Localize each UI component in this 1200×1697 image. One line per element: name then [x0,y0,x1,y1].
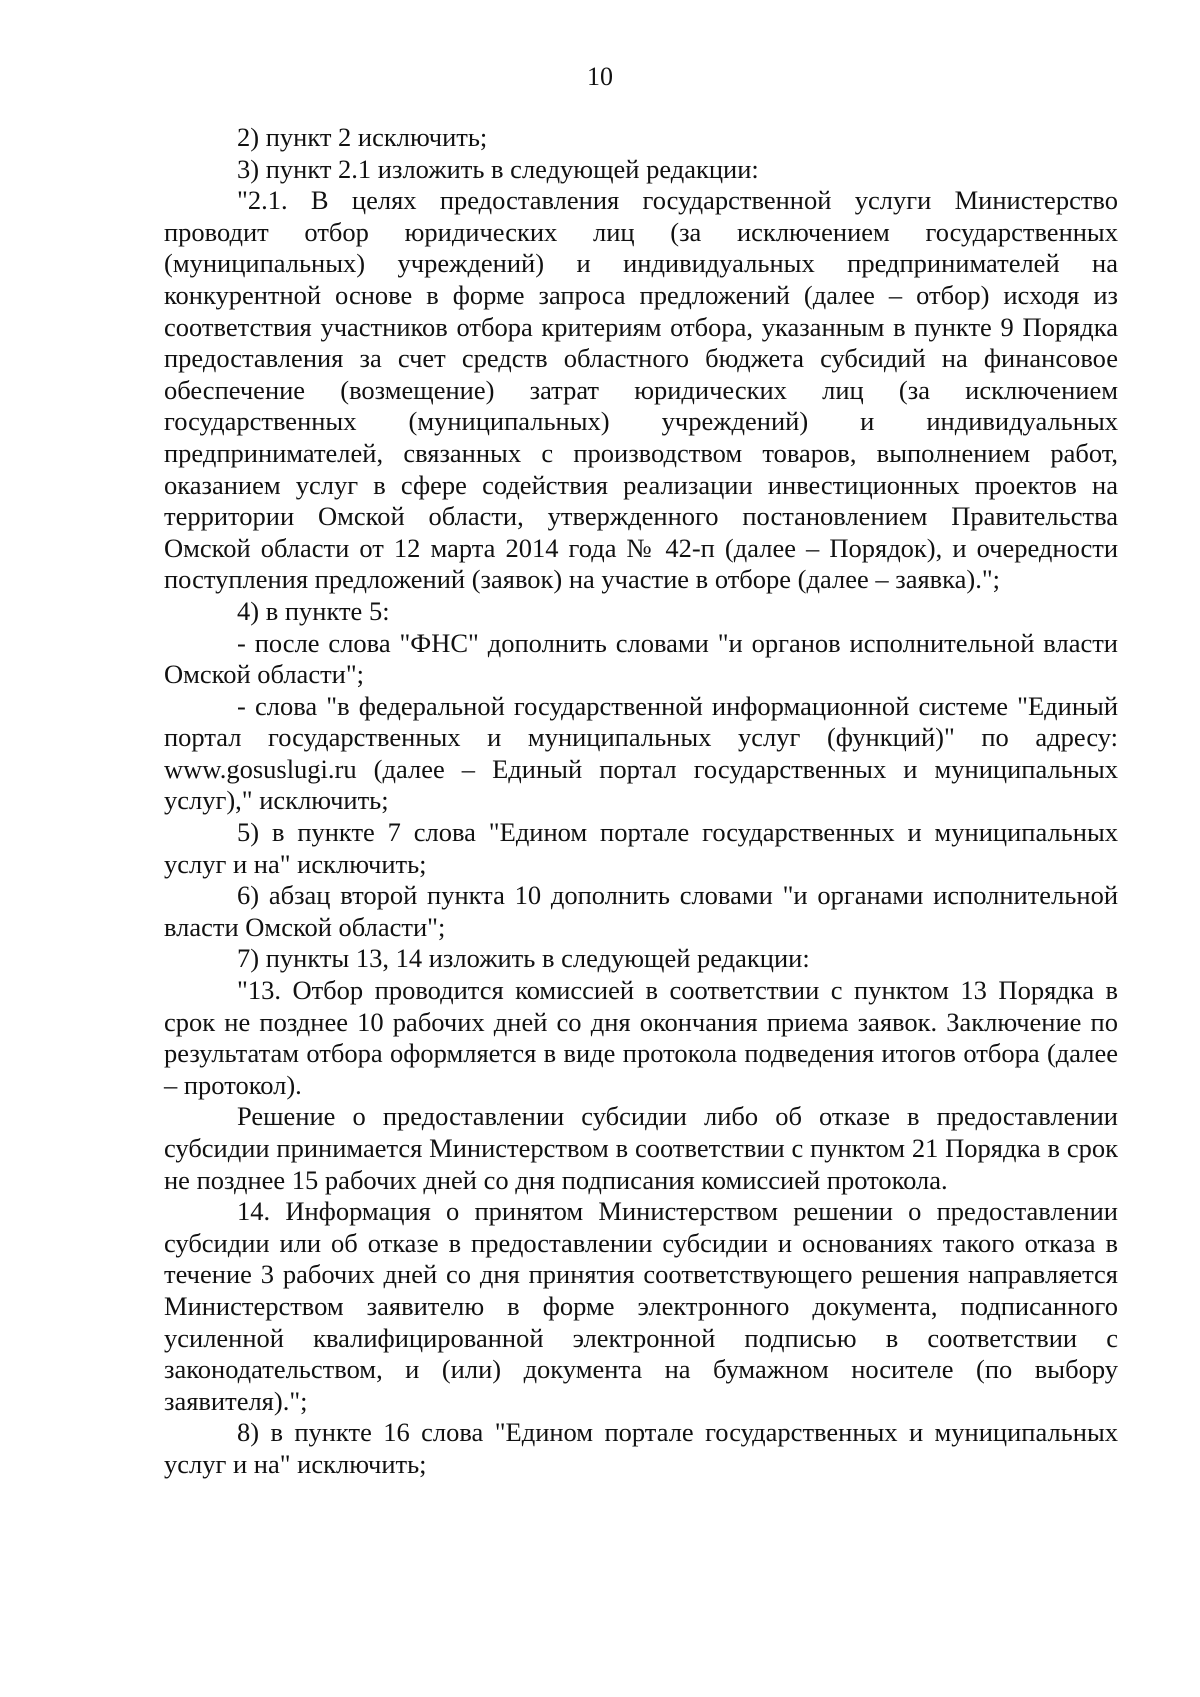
paragraph-item-8: 8) в пункте 16 слова "Едином портале государственных и муниципальных услуг и на" исключить; [164,1417,1118,1479]
paragraph-item-3-intro: 3) пункт 2.1 изложить в следующей редакции: [237,153,759,184]
paragraph-item-4-fns: - после слова "ФНС" дополнить словами "и органов исполнительной власти Омской области"; [164,627,1118,690]
paragraph-item-5: 5) в пункте 7 слова "Едином портале государственных и муниципальных услуг и на" исключить; [164,817,1118,879]
paragraph-item-6: 6) абзац второй пункта 10 дополнить словами "и органами исполнительной власти Омской области"; [164,880,1118,942]
paragraph-item-7-intro: 7) пункты 13, 14 изложить в следующей редакции: [237,943,810,974]
paragraph-clause-13: "13. Отбор проводится комиссией в соответствии с пунктом 13 Порядка в срок не позднее 10 рабочих дней со дня окончания приема заявок. Заключение по результатам отбора оформляется в виде протокола подведения итогов отбора (далее – протокол). [164,975,1118,1100]
paragraph-clause-13-decision: Решение о предоставлении субсидии либо об отказе в предоставлении субсидии принимается Министерством в соответствии с пунктом 21 Порядка в срок не позднее 15 рабочих дней со дня подписания комиссией протокола. [164,1101,1118,1195]
paragraph-item-2-excluded: 2) пункт 2 исключить; [237,122,488,152]
document-body [164,122,1118,1481]
paragraph-item-4-portal: - слова "в федеральной государственной информационной системе "Единый портал государственных и муниципальных услуг (функций)" по адресу: www.gosuslugi.ru (далее – Единый портал государственных и муниципальных услуг)," исключить; [164,690,1118,816]
paragraph-clause-2-1: "2.1. В целях предоставления государственной услуги Министерство проводит отбор юридических лиц (за исключением государственных (муниципальных) учреждений) и индивидуальных предпринимателей на конкурентной основе в форме запроса предложений (далее – отбор) исходя из соответствия участников отбора критериям отбора, указанным в пункте 9 Порядка предоставления за счет средств областного бюджета субсидий на финансовое обеспечение (возмещение) затрат юридических лиц (за исключением государственных (муниципальных) учреждений) и индивидуальных предпринимателей, связанных с производством товаров, выполнением работ, оказанием услуг в сфере содействия реализации инвестиционных проектов на территории Омской области, утвержденного постановлением Правительства Омской области от 12 марта 2014 года № 42-п (далее – Порядок), и очередности поступления предложений (заявок) на участие в отборе (далее – заявка)."; [164,185,1118,595]
paragraph-item-4-intro: 4) в пункте 5: [237,595,390,626]
paragraph-clause-14: 14. Информация о принятом Министерством решении о предоставлении субсидии или об отказе в предоставлении субсидии и основаниях такого отказа в течение 3 рабочих дней со дня принятия соответствующего решения направляется Министерством заявителю в форме электронного документа, подписанного усиленной квалифицированной электронной подписью в соответствии с законодательством, и (или) документа на бумажном носителе (по выбору заявителя)."; [164,1196,1118,1416]
page-number: 10 [587,62,613,91]
